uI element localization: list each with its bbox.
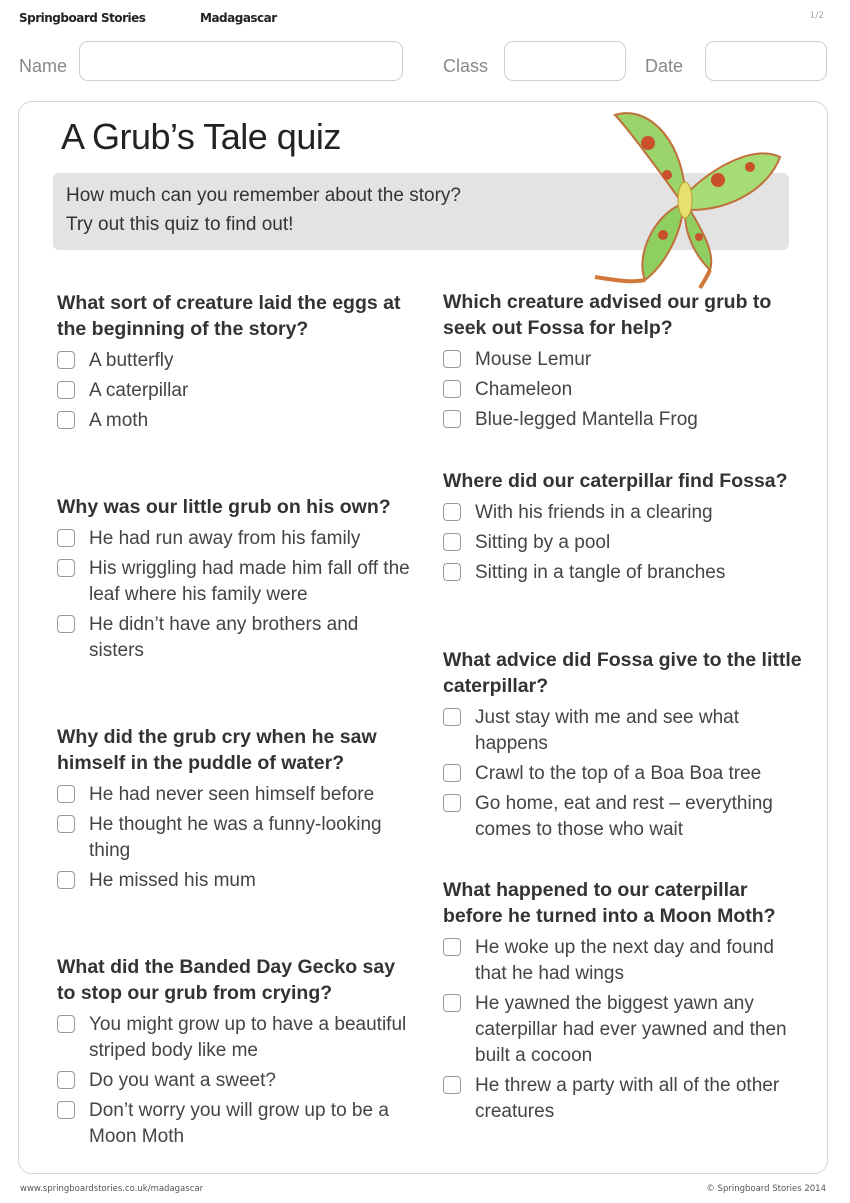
quiz-question — [57, 954, 417, 1154]
answer-option[interactable] — [57, 348, 417, 374]
answer-checkbox[interactable] — [57, 871, 75, 889]
answer-option[interactable] — [443, 791, 803, 843]
answer-option[interactable] — [443, 377, 803, 403]
answer-option[interactable] — [57, 782, 417, 808]
answer-checkbox[interactable] — [57, 351, 75, 369]
answer-checkbox[interactable] — [443, 794, 461, 812]
quiz-question — [443, 647, 803, 847]
date-label: Date — [645, 56, 684, 76]
question-text: Which creature advised our grub to seek out Fossa for help? — [443, 291, 772, 339]
answer-option[interactable] — [57, 408, 417, 434]
answer-option[interactable] — [443, 407, 803, 433]
answer-checkbox[interactable] — [57, 1015, 75, 1033]
question-text: What did the Banded Day Gecko say to stop our grub from crying? — [57, 956, 396, 1004]
name-field[interactable] — [79, 41, 403, 81]
answer-label: He had run away from his family — [89, 528, 361, 549]
answer-option[interactable] — [57, 378, 417, 404]
answer-checkbox[interactable] — [443, 563, 461, 581]
answer-checkbox[interactable] — [57, 785, 75, 803]
quiz-question — [443, 289, 803, 437]
topic-label: Madagascar — [200, 11, 277, 25]
answer-option[interactable] — [443, 761, 803, 787]
answer-checkbox[interactable] — [443, 708, 461, 726]
answer-option[interactable] — [443, 991, 803, 1069]
answer-label: Crawl to the top of a Boa Boa tree — [475, 763, 762, 784]
quiz-question — [443, 468, 803, 590]
answer-label: Sitting by a pool — [475, 532, 611, 553]
footer-url: www.springboardstories.co.uk/madagascar — [20, 1184, 204, 1194]
quiz-question — [443, 877, 803, 1129]
answer-checkbox[interactable] — [57, 559, 75, 577]
quiz-question — [57, 290, 417, 438]
answer-option[interactable] — [57, 612, 417, 664]
answer-label: He missed his mum — [89, 870, 256, 891]
question-text: Why was our little grub on his own? — [57, 496, 391, 518]
answer-label: Just stay with me and see what happens — [475, 707, 740, 754]
brand-label: Springboard Stories — [19, 11, 146, 25]
answer-checkbox[interactable] — [443, 410, 461, 428]
answer-label: A butterfly — [89, 350, 174, 371]
answer-label: His wriggling had made him fall off the leaf where his family were — [89, 558, 410, 605]
answer-checkbox[interactable] — [443, 938, 461, 956]
answer-label: Mouse Lemur — [475, 349, 592, 370]
answer-label: Blue-legged Mantella Frog — [475, 409, 698, 430]
answer-option[interactable] — [443, 935, 803, 987]
answer-option[interactable] — [57, 868, 417, 894]
question-text: Why did the grub cry when he saw himself in the puddle of water? — [57, 726, 377, 774]
answer-checkbox[interactable] — [57, 1071, 75, 1089]
answer-option[interactable] — [57, 526, 417, 552]
answer-option[interactable] — [443, 560, 803, 586]
answer-checkbox[interactable] — [443, 1076, 461, 1094]
answer-checkbox[interactable] — [57, 815, 75, 833]
answer-label: Do you want a sweet? — [89, 1070, 276, 1091]
answer-checkbox[interactable] — [57, 381, 75, 399]
answer-label: He threw a party with all of the other creatures — [475, 1075, 780, 1122]
answer-checkbox[interactable] — [443, 764, 461, 782]
moon-moth-illustration — [585, 105, 785, 290]
question-text: What sort of creature laid the eggs at the beginning of the story? — [57, 292, 401, 340]
answer-checkbox[interactable] — [57, 615, 75, 633]
answer-option[interactable] — [443, 530, 803, 556]
answer-checkbox[interactable] — [443, 503, 461, 521]
answer-option[interactable] — [443, 1073, 803, 1125]
answer-option[interactable] — [57, 1098, 417, 1150]
answer-label: Don’t worry you will grow up to be a Moon Moth — [89, 1100, 389, 1147]
answer-option[interactable] — [443, 347, 803, 373]
answer-checkbox[interactable] — [57, 529, 75, 547]
footer-copyright: © Springboard Stories 2014 — [706, 1184, 826, 1194]
answer-label: He didn’t have any brothers and sisters — [89, 614, 359, 661]
answer-label: With his friends in a clearing — [475, 502, 713, 523]
answer-label: He yawned the biggest yawn any caterpillar had ever yawned and then built a cocoon — [475, 993, 787, 1066]
question-text: Where did our caterpillar find Fossa? — [443, 470, 788, 492]
answer-label: He woke up the next day and found that he had wings — [475, 937, 774, 984]
question-text: What advice did Fossa give to the little caterpillar? — [443, 649, 802, 697]
answer-checkbox[interactable] — [443, 533, 461, 551]
answer-checkbox[interactable] — [443, 380, 461, 398]
quiz-question — [57, 494, 417, 668]
answer-checkbox[interactable] — [443, 350, 461, 368]
answer-checkbox[interactable] — [443, 994, 461, 1012]
answer-option[interactable] — [57, 1068, 417, 1094]
answer-label: Sitting in a tangle of branches — [475, 562, 726, 583]
answer-option[interactable] — [443, 500, 803, 526]
answer-option[interactable] — [57, 1012, 417, 1064]
answer-option[interactable] — [57, 812, 417, 864]
intro-line: How much can you remember about the story? — [66, 185, 461, 206]
answer-label: He had never seen himself before — [89, 784, 375, 805]
intro-line: Try out this quiz to find out! — [66, 214, 294, 235]
answer-label: A caterpillar — [89, 380, 189, 401]
answer-label: You might grow up to have a beautiful striped body like me — [89, 1014, 407, 1061]
answer-checkbox[interactable] — [57, 411, 75, 429]
page-title: A Grub’s Tale quiz — [61, 116, 341, 157]
answer-label: A moth — [89, 410, 149, 431]
date-field[interactable] — [705, 41, 827, 81]
class-label: Class — [443, 56, 489, 76]
answer-label: Chameleon — [475, 379, 573, 400]
quiz-question — [57, 724, 417, 898]
answer-checkbox[interactable] — [57, 1101, 75, 1119]
question-text: What happened to our caterpillar before he turned into a Moon Moth? — [443, 879, 776, 927]
answer-option[interactable] — [57, 556, 417, 608]
answer-option[interactable] — [443, 705, 803, 757]
class-field[interactable] — [504, 41, 626, 81]
page-number: 1/2 — [809, 11, 824, 21]
answer-label: Go home, eat and rest – everything comes to those who wait — [475, 793, 773, 840]
name-label: Name — [19, 56, 68, 76]
answer-label: He thought he was a funny-looking thing — [89, 814, 382, 861]
